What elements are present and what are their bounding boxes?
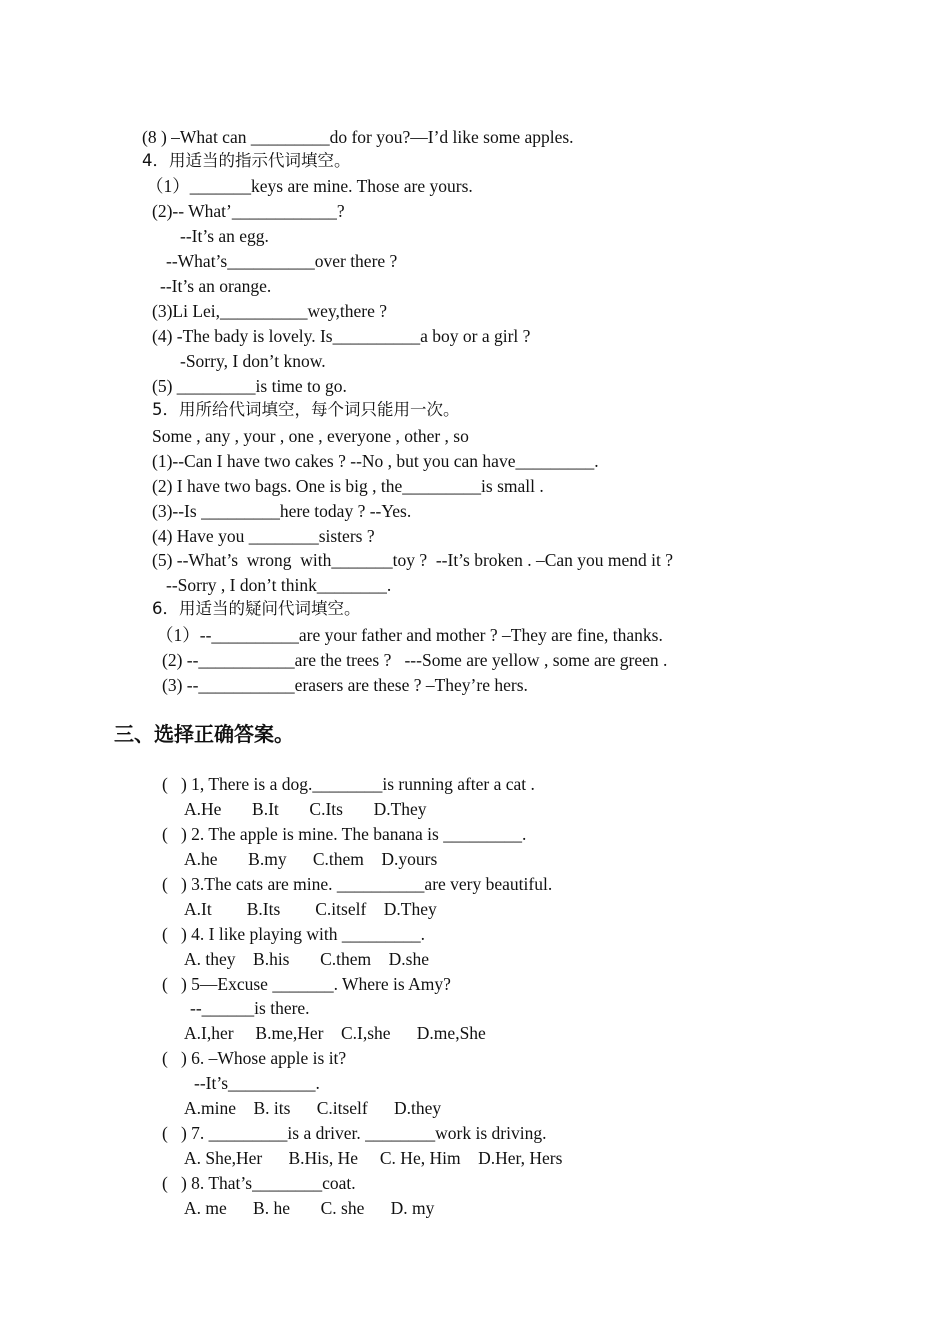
mc-question-options: A.It B.Its C.itself D.They <box>184 899 437 919</box>
section-5-line: (4) Have you ________sisters ? <box>152 526 375 546</box>
section-4-line: --It’s an orange. <box>160 276 272 296</box>
mc-question-options: A.he B.my C.them D.yours <box>184 849 438 869</box>
section-5-line: --Sorry , I don’t think________. <box>166 575 392 595</box>
mc-question-extra: --It’s__________. <box>194 1073 320 1093</box>
section-4-line: (4) -The bady is lovely. Is__________a boy or a girl ? <box>152 326 531 346</box>
mc-question-options: A.He B.It C.Its D.They <box>184 799 427 819</box>
section-6-line: （1）--__________are your father and mother ? –They are fine, thanks. <box>156 625 663 645</box>
part-3-title: 三、选择正确答案。 <box>114 722 294 746</box>
section-4-line: -Sorry, I don’t know. <box>180 351 326 371</box>
section-5-line: (5) --What’s wrong with_______toy ? --It’s broken . –Can you mend it ? <box>152 550 674 570</box>
section-6-line: (3) --___________erasers are these ? –They’re hers. <box>162 675 528 695</box>
mc-question-stem: ( ) 7. _________is a driver. ________work is driving. <box>162 1123 547 1143</box>
section-5-line: (1)--Can I have two cakes ? --No , but you can have_________. <box>152 451 599 471</box>
mc-question-options: A. they B.his C.them D.she <box>184 949 429 969</box>
section-5-title: 5．用所给代词填空，每个词只能用一次。 <box>152 400 460 419</box>
mc-question-stem: ( ) 8. That’s________coat. <box>162 1173 356 1193</box>
section-4-line: --It’s an egg. <box>180 226 269 246</box>
section-6-line: (2) --___________are the trees ? ---Some are yellow , some are green . <box>162 650 668 670</box>
mc-question-extra: --______is there. <box>190 998 310 1018</box>
mc-question-options: A.I,her B.me,Her C.I,she D.me,She <box>184 1023 486 1043</box>
mc-question-stem: ( ) 5—Excuse _______. Where is Amy? <box>162 974 451 994</box>
section-4-title: 4．用适当的指示代词填空。 <box>142 151 351 170</box>
section-5-line: (3)--Is _________here today ? --Yes. <box>152 501 412 521</box>
mc-question-options: A.mine B. its C.itself D.they <box>184 1098 442 1118</box>
section-5-line: (2) I have two bags. One is big , the_________is small . <box>152 476 544 496</box>
question-8: (8 ) –What can _________do for you?—I’d like some apples. <box>142 127 574 147</box>
section-5-word-bank: Some , any , your , one , everyone , other , so <box>152 426 469 446</box>
section-4-line: （1）_______keys are mine. Those are yours. <box>146 176 473 196</box>
section-4-line: --What’s__________over there ? <box>166 251 398 271</box>
section-4-line: (2)-- What’____________? <box>152 201 345 221</box>
mc-question-stem: ( ) 3.The cats are mine. __________are very beautiful. <box>162 874 553 894</box>
mc-question-options: A. me B. he C. she D. my <box>184 1198 435 1218</box>
section-4-line: (5) _________is time to go. <box>152 376 347 396</box>
mc-question-stem: ( ) 4. I like playing with _________. <box>162 924 425 944</box>
mc-question-stem: ( ) 1, There is a dog.________is running after a cat . <box>162 774 535 794</box>
section-6-title: 6．用适当的疑问代词填空。 <box>152 599 361 618</box>
mc-question-stem: ( ) 2. The apple is mine. The banana is _________. <box>162 824 527 844</box>
mc-question-options: A. She,Her B.His, He C. He, Him D.Her, Hers <box>184 1148 563 1168</box>
mc-question-stem: ( ) 6. –Whose apple is it? <box>162 1048 347 1068</box>
section-4-line: (3)Li Lei,__________wey,there ? <box>152 301 388 321</box>
